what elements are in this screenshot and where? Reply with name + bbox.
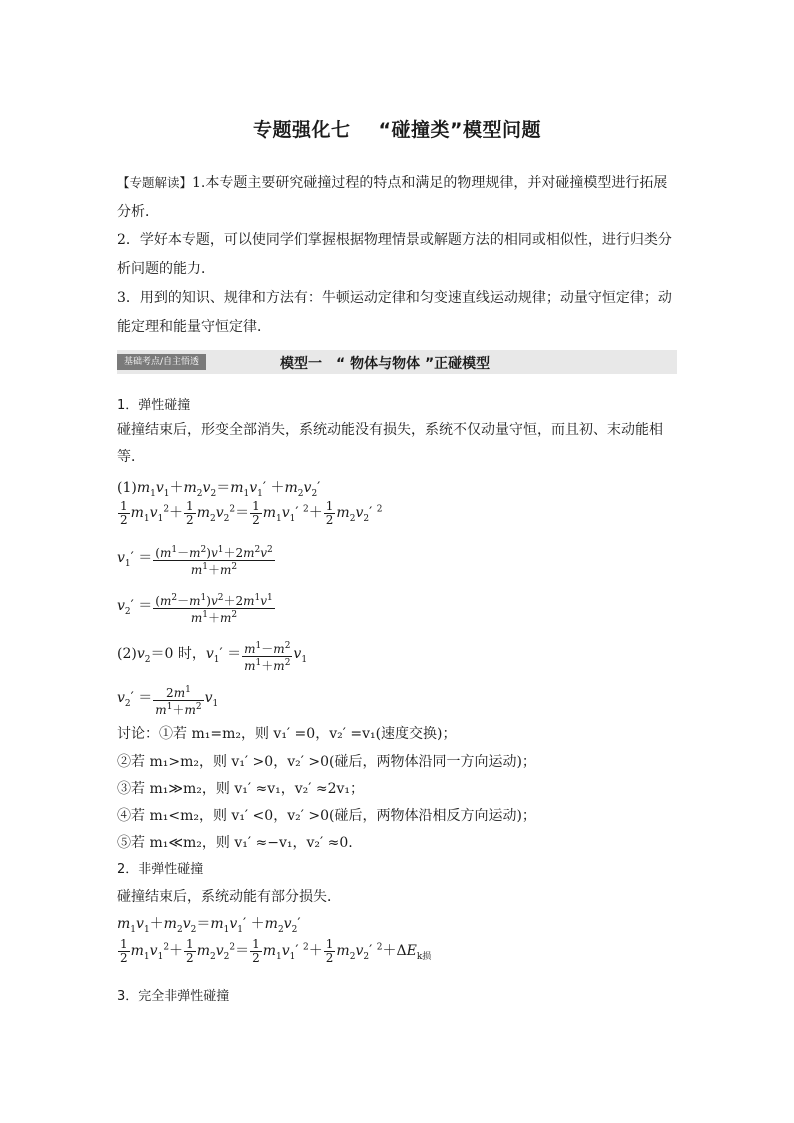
- elastic-description: 碰撞结束后，形变全部消失，系统动能没有损失，系统不仅动量守恒，而且初、末动能相等．: [117, 422, 663, 465]
- inelastic-heading: 2．非弹性碰撞: [117, 862, 204, 877]
- discussion-2: ②若 m₁>m₂，则 v₁′ >0，v₂′ >0(碰后，两物体沿同一方向运动)；: [117, 754, 536, 770]
- formula-energy: $\frac{1}{2}$ $m_1v_1^2+$ $\frac{1}{2}$ $m_2v_2^2=$ $\frac{1}{2}$ $m_1v_1'$ $^2$＋ $\frac{1}{2}$ $m_2v_2'$ $^2$: [120, 499, 383, 528]
- intro-lead: 【专题解读】: [117, 175, 193, 190]
- intro-p1: 1.本专题主要研究碰撞过程的特点和满足的物理规律，并对碰撞模型进行拓展分析．: [117, 175, 668, 220]
- section-title: 模型一 “ 物体与物体 ”正碰模型: [280, 356, 491, 372]
- intro-paragraph-1: [117, 168, 677, 227]
- discussion-label: 讨论：: [117, 726, 159, 742]
- formula-v1-prime: $v_1'$ ＝ $\frac{(m^1-m^2)v^1+2m^2v^2}{m^1+m^2}$: [117, 545, 273, 577]
- elastic-heading: 1．弹性碰撞: [117, 398, 191, 413]
- formula-case-v2-zero: $(2)v_2=0$ 时，$v_1'$ ＝ $\frac{m^1-m^2}{m^1+m^2}$ $v_1$: [117, 641, 308, 673]
- discussion-1: [117, 725, 457, 743]
- discussion-4: ④若 m₁<m₂，则 v₁′ <0，v₂′ >0(碰后，两物体沿相反方向运动)；: [117, 808, 536, 824]
- inelastic-description: 碰撞结束后，系统动能有部分损失．: [117, 889, 341, 905]
- discussion-3: ③若 m₁≫m₂，则 v₁′ ≈v₁，v₂′ ≈2v₁；: [117, 781, 365, 797]
- formula-inelastic-momentum: $m_1v_1+m_2v_2=m_1v_1' +m_2v_2'$: [117, 916, 301, 935]
- formula-momentum: $(1)m_1v_1+m_2v_2=m_1v_1' +m_2v_2'$: [117, 480, 321, 499]
- perfectly-inelastic-heading: 3．完全非弹性碰撞: [117, 989, 230, 1004]
- intro-paragraph-3: 3．用到的知识、规律和方法有：牛顿运动定律和匀变速直线运动规律；动量守恒定律；动能定理和能量守恒定律．: [117, 290, 672, 335]
- formula-v2-prime: $v_2'$ ＝ $\frac{(m^2-m^1)v^2+2m^1v^1}{m^1+m^2}$: [117, 593, 273, 625]
- discussion-item-1: ①若 m₁=m₂，则 v₁′ =0，v₂′ =v₁(速度交换)；: [159, 726, 457, 742]
- formula-case-v2-prime: $v_2'$ ＝ $\frac{2m^1}{m^1+m^2}$ $v_1$: [117, 685, 219, 717]
- section-tag: 基础考点/自主悟透: [117, 354, 206, 370]
- intro-paragraph-2: 2．学好本专题，可以使同学们掌握根据物理情景或解题方法的相同或相似性，进行归类分析问题的能力．: [117, 232, 672, 277]
- title-main: “碰撞类”模型问题: [378, 119, 541, 141]
- formula-inelastic-energy: $\frac{1}{2}$ $m_1v_1^2+$ $\frac{1}{2}$ $m_2v_2^2=$ $\frac{1}{2}$ $m_1v_1'$ $^2$＋ $\frac{1}{2}$ $m_2v_2'$ $^2+\Delta E_{k损}$: [120, 937, 432, 966]
- title-prefix: 专题强化七: [253, 119, 351, 141]
- discussion-5: ⑤若 m₁≪m₂，则 v₁′ ≈−v₁，v₂′ ≈0.: [117, 835, 353, 851]
- page-title: [0, 115, 794, 142]
